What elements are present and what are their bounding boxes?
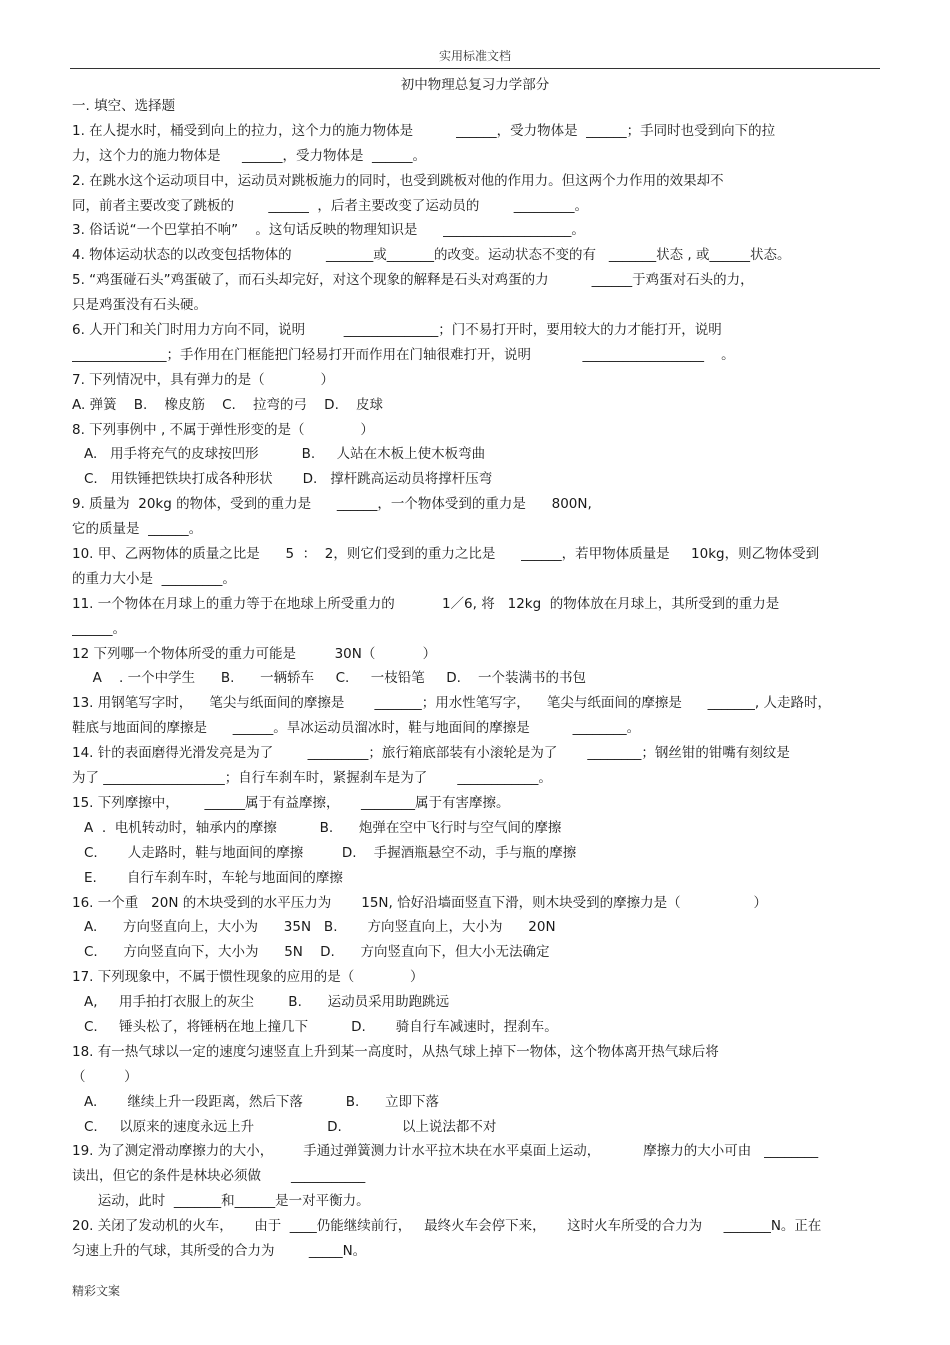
option-line: A . 电机转动时，轴承内的摩擦 B. 炮弹在空中飞行时与空气间的摩擦 bbox=[84, 819, 562, 836]
header-rule bbox=[70, 68, 880, 69]
option-line: A. 用手将充气的皮球按凹形 B. 人站在木板上使木板弯曲 bbox=[84, 446, 486, 463]
text-line: 读出，但它的条件是林块必须做 ___________ bbox=[72, 1168, 366, 1185]
document-body bbox=[72, 94, 884, 1264]
option-line: C. 用铁锤把铁块打成各种形状 D. 撑杆跳高运动员将撑杆压弯 bbox=[84, 471, 493, 488]
option-line: C. 人走路时，鞋与地面间的摩擦 D. 手握酒瓶悬空不动，手与瓶的摩擦 bbox=[84, 844, 577, 861]
text-line: 7. 下列情况中，具有弹力的是（ ） bbox=[72, 371, 334, 388]
text-line: 16. 一个重 20N 的木块受到的水平压力为 15N, 恰好沿墙面竖直下滑，则木块受到的摩擦力是（ ） bbox=[72, 894, 768, 911]
option-line: C. 方向竖直向下，大小为 5N D. 方向竖直向下，但大小无法确定 bbox=[84, 944, 550, 961]
text-line: 运动，此时 _______和______是一对平衡力。 bbox=[72, 1193, 370, 1210]
text-line: 4. 物体运动状态的以改变包括物体的 _______或_______的改变。运动状态不变的有 _______状态 , 或______状态。 bbox=[72, 247, 791, 264]
text-line: 的重力大小是 _________。 bbox=[72, 570, 236, 587]
text-line: 只是鸡蛋没有石头硬。 bbox=[72, 297, 207, 314]
text-line: 19. 为了测定滑动摩擦力的大小， 手通过弹簧测力计水平拉木块在水平桌面上运动， 摩擦力的大小可由 ________ bbox=[72, 1143, 819, 1160]
text-line: 6. 人开门和关门时用力方向不同，说明 ______________；门不易打开时，要用较大的力才能打开，说明 bbox=[72, 322, 722, 339]
section-heading: 一. 填空、选择题 bbox=[72, 98, 176, 114]
option-line: A. 继续上升一段距离，然后下落 B. 立即下落 bbox=[84, 1093, 440, 1110]
document-title: 初中物理总复习力学部分 bbox=[400, 77, 550, 93]
text-line: 力，这个力的施力物体是 ______，受力物体是 ______。 bbox=[72, 147, 427, 164]
option-line: A . 一个中学生 B. 一辆轿车 C. 一枝铅笔 D. 一个装满书的书包 bbox=[84, 670, 587, 687]
text-line: 2. 在跳水这个运动项目中，运动员对跳板施力的同时，也受到跳板对他的作用力。但这两个力作用的效果却不 bbox=[72, 172, 724, 189]
text-line: 9. 质量为 20kg 的物体，受到的重力是 ______，一个物体受到的重力是 800N, bbox=[72, 496, 592, 513]
text-line: 1. 在人提水时，桶受到向上的拉力，这个力的施力物体是 ______，受力物体是 ______；手同时也受到向下的拉 bbox=[72, 122, 776, 139]
option-line: A. 方向竖直向上，大小为 35N B. 方向竖直向上，大小为 20N bbox=[84, 919, 556, 936]
text-line: 匀速上升的气球，其所受的合力为 _____N。 bbox=[72, 1242, 367, 1259]
text-line: 11. 一个物体在月球上的重力等于在地球上所受重力的 1／6, 将 12kg 的物体放在月球上，其所受到的重力是 bbox=[72, 595, 780, 612]
text-line: 20. 关闭了发动机的火车， 由于 ____仍能继续前行， 最终火车会停下来， 这时火车所受的合力为 _______N。正在 bbox=[72, 1218, 822, 1235]
option-line: C. 以原来的速度永远上升 D. 以上说法都不对 bbox=[84, 1118, 497, 1135]
page-header: 实用标准文档 bbox=[438, 49, 511, 63]
option-line: A, 用手拍打衣服上的灰尘 B. 运动员采用助跑跳远 bbox=[84, 994, 450, 1011]
text-line: 17. 下列现象中，不属于惯性现象的应用的是（ ） bbox=[72, 969, 424, 986]
text-line: 为了 __________________；自行车刹车时，紧握刹车是为了 ____________。 bbox=[72, 770, 552, 787]
text-line: ______________；手作用在门框能把门轻易打开而作用在门轴很难打开，说明 __________________ 。 bbox=[72, 346, 735, 363]
page-footer: 精彩文案 bbox=[72, 1284, 121, 1298]
text-line: 8. 下列事例中 , 不属于弹性形变的是（ ） bbox=[72, 421, 374, 438]
text-line: ______。 bbox=[72, 620, 126, 637]
text-line: 18. 有一热气球以一定的速度匀速竖直上升到某一高度时，从热气球上掉下一物体，这个物体离开热气球后将 bbox=[72, 1043, 719, 1060]
text-line: 10. 甲、乙两物体的质量之比是 5 ： 2，则它们受到的重力之比是 ______，若甲物体质量是 10kg，则乙物体受到 bbox=[72, 546, 820, 563]
text-line: 14. 针的表面磨得光滑发亮是为了 _________；旅行箱底部装有小滚轮是为了 ________；钢丝钳的钳嘴有刻纹是 bbox=[72, 745, 790, 762]
option-line: E. 自行车刹车时，车轮与地面间的摩擦 bbox=[84, 869, 343, 886]
text-line: 同，前者主要改变了跳板的 ______ ，后者主要改变了运动员的 _________。 bbox=[72, 197, 588, 214]
text-line: 鞋底与地面间的摩擦是 ______。旱冰运动员溜冰时，鞋与地面间的摩擦是 ________。 bbox=[72, 720, 641, 737]
text-line: 它的质量是 ______。 bbox=[72, 521, 203, 538]
text-line: （ ） bbox=[72, 1068, 138, 1085]
text-line: 15. 下列摩擦中， ______属于有益摩擦， ________属于有害摩擦。 bbox=[72, 794, 510, 811]
option-line: A. 弹簧 B. 橡皮筋 C. 拉弯的弓 D. 皮球 bbox=[72, 396, 384, 413]
text-line: 5. “鸡蛋碰石头”鸡蛋破了，而石头却完好，对这个现象的解释是石头对鸡蛋的力 ______于鸡蛋对石头的力， bbox=[72, 272, 754, 289]
text-line: 12 下列哪一个物体所受的重力可能是 30N（ ） bbox=[72, 645, 437, 662]
text-line: 13. 用钢笔写字时， 笔尖与纸面间的摩擦是 _______；用水性笔写字， 笔尖与纸面间的摩擦是 _______, 人走路时， bbox=[72, 695, 831, 712]
text-line: 3. 俗话说“一个巴掌拍不响” 。这句话反映的物理知识是 ___________________。 bbox=[72, 222, 585, 239]
option-line: C. 锤头松了，将锤柄在地上撞几下 D. 骑自行车减速时，捏刹车。 bbox=[84, 1018, 558, 1035]
